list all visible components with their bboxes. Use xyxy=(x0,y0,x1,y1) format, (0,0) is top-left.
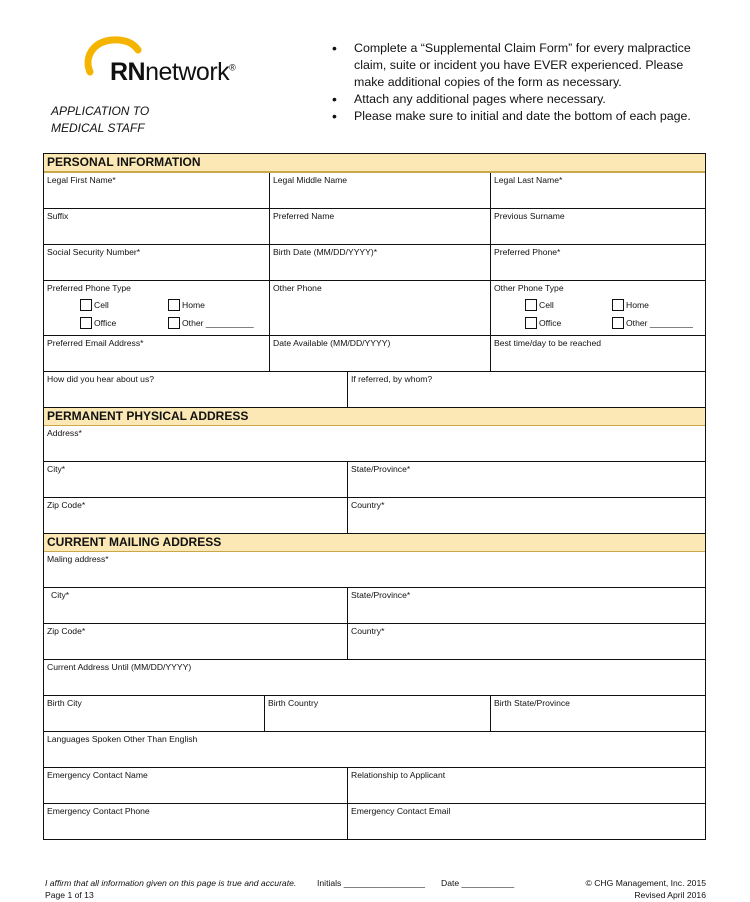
preferred-phone-type-group xyxy=(44,281,269,335)
rnnetwork-logo xyxy=(82,36,292,96)
instruction-item: • Attach any additional pages where necessary. xyxy=(330,91,710,108)
instruction-item: • Complete a “Supplemental Claim Form” for every malpractice claim, suite or incident you have EVER experienced. Please make additional copies of the form as necessary. xyxy=(330,40,710,91)
checkbox-home[interactable]: Home xyxy=(612,299,649,311)
preferred-phone-type-label: Preferred Phone Type xyxy=(47,283,131,293)
emergency-phone-field[interactable]: Emergency Contact Phone xyxy=(47,806,150,816)
other-phone-type-group xyxy=(490,281,705,335)
emergency-email-field[interactable]: Emergency Contact Email xyxy=(347,804,705,839)
first-name-field[interactable]: Legal First Name* xyxy=(47,175,116,185)
other-phone-type-label: Other Phone Type xyxy=(494,283,564,293)
date-available-field[interactable]: Date Available (MM/DD/YYYY) xyxy=(269,336,490,371)
checkbox-office[interactable]: Office xyxy=(80,317,116,329)
application-title: APPLICATION TO MEDICAL STAFF xyxy=(51,104,150,135)
other-phone-field[interactable]: Other Phone xyxy=(269,281,490,335)
logo-reg: ® xyxy=(229,62,236,73)
page-footer xyxy=(43,878,706,902)
perm-city-field[interactable]: City* xyxy=(47,464,66,474)
preferred-name-field[interactable]: Preferred Name xyxy=(269,209,490,244)
birth-state-field[interactable]: Birth State/Province xyxy=(490,696,705,731)
suffix-field[interactable]: Suffix xyxy=(47,211,69,221)
address-until-field[interactable]: Current Address Until (MM/DD/YYYY) xyxy=(47,662,192,672)
initials-field[interactable]: Initials _________________ xyxy=(317,878,425,888)
section-mailing-address: CURRENT MAILING ADDRESS xyxy=(44,533,705,551)
best-time-field[interactable]: Best time/day to be reached xyxy=(490,336,705,371)
date-field[interactable]: Date ___________ xyxy=(441,878,515,888)
ssn-field[interactable]: Social Security Number* xyxy=(47,247,141,257)
checkbox-other[interactable]: Other _________ xyxy=(612,317,693,329)
how-hear-field[interactable]: How did you hear about us? xyxy=(47,374,155,384)
section-permanent-address: PERMANENT PHYSICAL ADDRESS xyxy=(44,407,705,425)
last-name-field[interactable]: Legal Last Name* xyxy=(490,173,705,208)
copyright: © CHG Management, Inc. 2015 xyxy=(585,878,706,888)
affirmation-text: I affirm that all information given on this page is true and accurate. xyxy=(45,878,297,888)
perm-address-field[interactable]: Address* xyxy=(47,428,82,438)
perm-country-field[interactable]: Country* xyxy=(347,498,705,533)
mail-city-field[interactable]: City* xyxy=(51,590,70,600)
perm-state-field[interactable]: State/Province* xyxy=(347,462,705,497)
languages-field[interactable]: Languages Spoken Other Than English xyxy=(47,734,198,744)
birth-date-field[interactable]: Birth Date (MM/DD/YYYY)* xyxy=(269,245,490,280)
mail-country-field[interactable]: Country* xyxy=(347,624,705,659)
perm-zip-field[interactable]: Zip Code* xyxy=(47,500,86,510)
checkbox-cell[interactable]: Cell xyxy=(80,299,109,311)
checkbox-cell[interactable]: Cell xyxy=(525,299,554,311)
preferred-phone-field[interactable]: Preferred Phone* xyxy=(490,245,705,280)
application-form xyxy=(43,153,706,840)
mail-address-field[interactable]: Maling address* xyxy=(47,554,109,564)
birth-city-field[interactable]: Birth City xyxy=(47,698,82,708)
checkbox-home[interactable]: Home xyxy=(168,299,205,311)
instruction-item: • Please make sure to initial and date the bottom of each page. xyxy=(330,108,710,125)
checkbox-office[interactable]: Office xyxy=(525,317,561,329)
birth-country-field[interactable]: Birth Country xyxy=(264,696,490,731)
middle-name-field[interactable]: Legal Middle Name xyxy=(269,173,490,208)
logo-rn: RN xyxy=(110,58,146,86)
instructions-list xyxy=(330,40,710,125)
mail-state-field[interactable]: State/Province* xyxy=(347,588,705,623)
logo-network: network xyxy=(145,58,230,86)
email-field[interactable]: Preferred Email Address* xyxy=(47,338,144,348)
checkbox-other[interactable]: Other __________ xyxy=(168,317,254,329)
relationship-field[interactable]: Relationship to Applicant xyxy=(347,768,705,803)
emergency-name-field[interactable]: Emergency Contact Name xyxy=(47,770,148,780)
revision-date: Revised April 2016 xyxy=(634,890,706,900)
section-personal-information: PERSONAL INFORMATION xyxy=(44,154,705,172)
mail-zip-field[interactable]: Zip Code* xyxy=(47,626,86,636)
referred-by-field[interactable]: If referred, by whom? xyxy=(347,372,705,407)
page-number: Page 1 of 13 xyxy=(45,890,94,900)
previous-surname-field[interactable]: Previous Surname xyxy=(490,209,705,244)
